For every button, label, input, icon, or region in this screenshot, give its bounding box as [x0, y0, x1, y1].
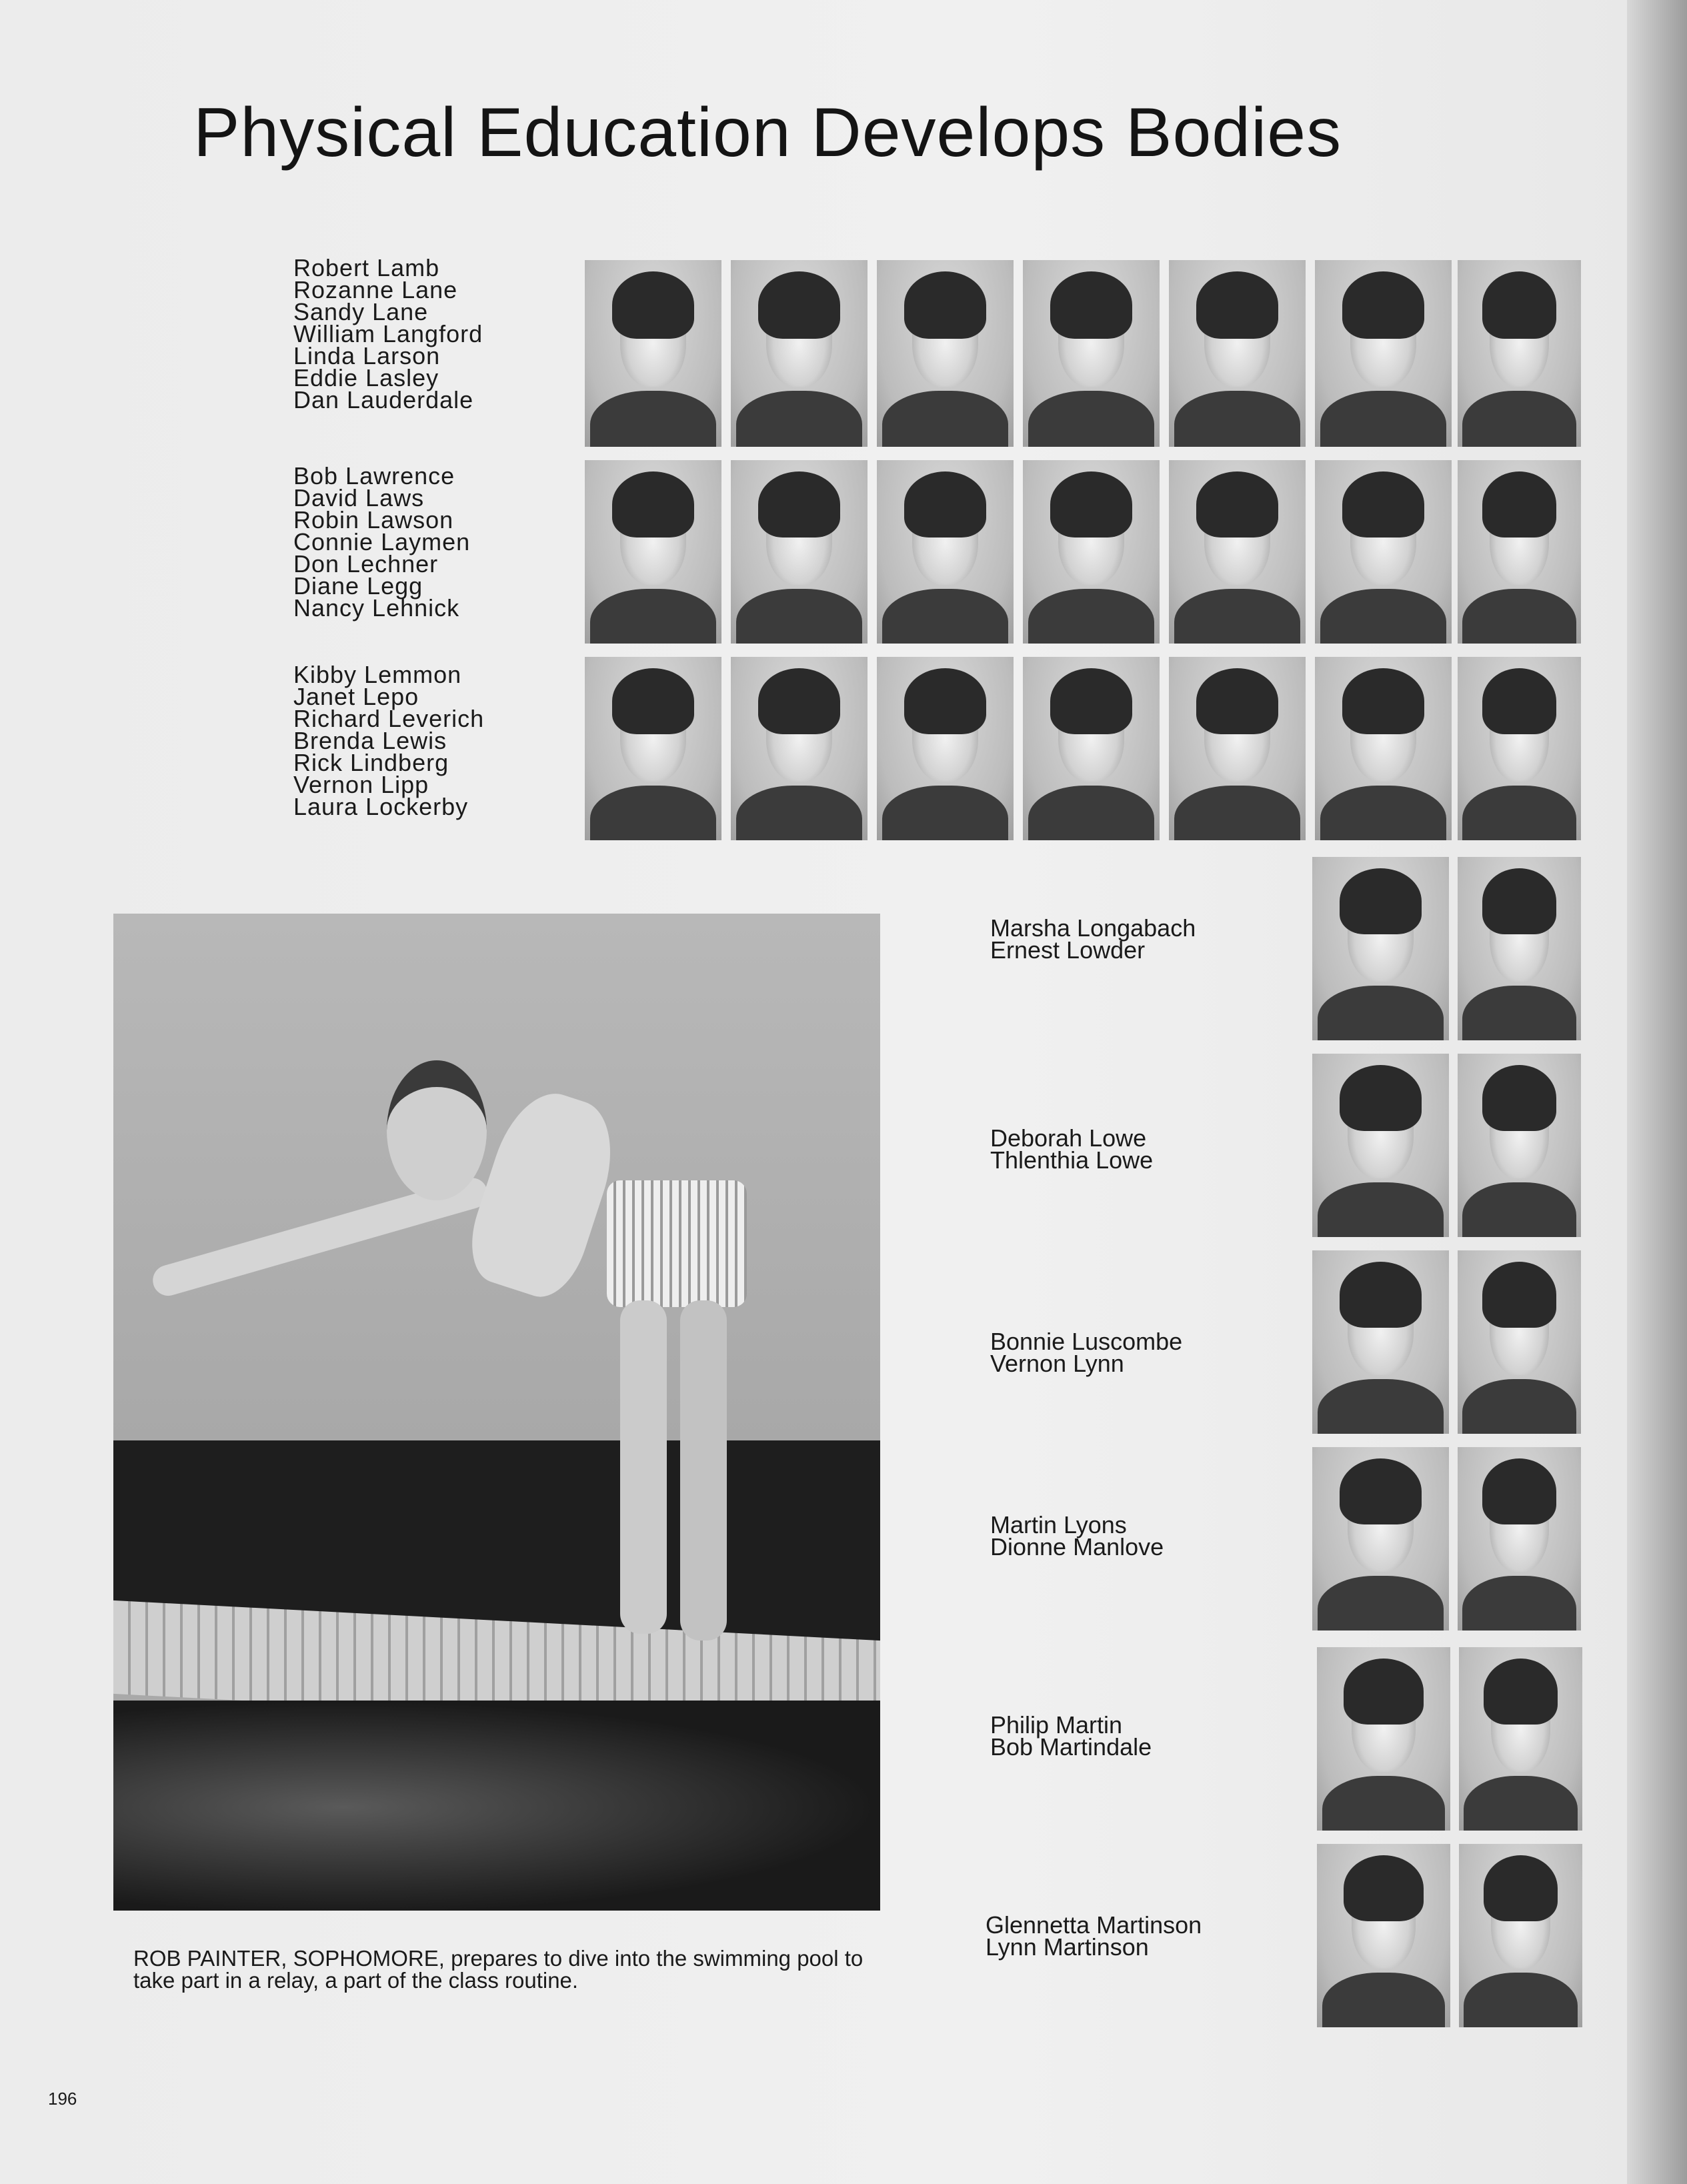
student-portrait — [1458, 657, 1581, 840]
student-name: Ernest Lowder — [990, 936, 1146, 964]
swimmer-diving-photo — [113, 914, 880, 1911]
student-name: Linda Larson — [293, 342, 441, 369]
name-list-pair-5 — [990, 1711, 1152, 1761]
student-name: Rick Lindberg — [293, 749, 449, 776]
student-portrait — [877, 260, 1014, 447]
student-name: Thlenthia Lowe — [990, 1146, 1154, 1174]
student-portrait — [1458, 1250, 1581, 1434]
name-list-row-1 — [293, 254, 483, 413]
student-name: Marsha Longabach — [990, 914, 1196, 942]
name-list-pair-6 — [986, 1911, 1202, 1961]
page-number: 196 — [48, 2089, 77, 2109]
student-name: Brenda Lewis — [293, 727, 447, 754]
student-name: Kibby Lemmon — [293, 661, 462, 688]
student-portrait — [1315, 260, 1452, 447]
student-name: Glennetta Martinson — [986, 1911, 1202, 1939]
student-portrait — [1023, 657, 1160, 840]
student-portrait — [1023, 260, 1160, 447]
student-portrait — [1312, 857, 1449, 1040]
student-name: Laura Lockerby — [293, 793, 469, 820]
student-name: Diane Legg — [293, 572, 423, 600]
student-name: William Langford — [293, 320, 483, 347]
page-title: Physical Education Develops Bodies — [193, 94, 1342, 171]
student-name: Eddie Lasley — [293, 364, 439, 391]
student-portrait — [1315, 460, 1452, 644]
student-name: Nancy Lehnick — [293, 594, 460, 622]
student-portrait — [1023, 460, 1160, 644]
name-list-row-2 — [293, 462, 471, 622]
student-name: Bonnie Luscombe — [990, 1328, 1183, 1355]
student-name: Connie Laymen — [293, 528, 471, 556]
photo-caption: ROB PAINTER, SOPHOMORE, prepares to dive into the swimming pool to take part in a relay, a part of the class routine. — [133, 1946, 864, 1993]
student-portrait — [1458, 460, 1581, 644]
student-name: Robert Lamb — [293, 254, 440, 281]
student-name: Martin Lyons — [990, 1511, 1127, 1538]
student-portrait — [1458, 857, 1581, 1040]
student-portrait — [1312, 1447, 1449, 1630]
student-name: Bob Lawrence — [293, 462, 455, 489]
student-portrait — [1315, 657, 1452, 840]
student-portrait — [1317, 1844, 1450, 2027]
name-list-pair-3 — [990, 1328, 1183, 1377]
student-name: Richard Leverich — [293, 705, 485, 732]
student-name: David Laws — [293, 484, 425, 511]
student-portrait — [731, 260, 868, 447]
student-name: Lynn Martinson — [986, 1933, 1149, 1961]
name-list-pair-2 — [990, 1124, 1154, 1174]
page-binding-edge — [1627, 0, 1687, 2184]
name-list-row-3 — [293, 661, 485, 820]
student-portrait — [1459, 1844, 1582, 2027]
student-name: Dionne Manlove — [990, 1533, 1164, 1560]
student-portrait — [1169, 260, 1306, 447]
student-name: Deborah Lowe — [990, 1124, 1147, 1152]
student-portrait — [1317, 1647, 1450, 1831]
student-name: Don Lechner — [293, 550, 439, 578]
student-portrait — [731, 657, 868, 840]
student-portrait — [1312, 1054, 1449, 1237]
student-portrait — [1169, 657, 1306, 840]
student-name: Bob Martindale — [990, 1733, 1152, 1761]
student-portrait — [585, 460, 721, 644]
student-name: Dan Lauderdale — [293, 386, 474, 413]
name-list-pair-1 — [990, 914, 1196, 964]
student-portrait — [1458, 1054, 1581, 1237]
student-name: Philip Martin — [990, 1711, 1123, 1739]
student-portrait — [1169, 460, 1306, 644]
name-list-pair-4 — [990, 1511, 1164, 1560]
student-portrait — [1458, 1447, 1581, 1630]
student-portrait — [585, 260, 721, 447]
student-portrait — [1459, 1647, 1582, 1831]
student-portrait — [585, 657, 721, 840]
student-name: Janet Lepo — [293, 683, 419, 710]
student-name: Rozanne Lane — [293, 276, 458, 303]
student-name: Sandy Lane — [293, 298, 429, 325]
student-name: Robin Lawson — [293, 506, 454, 533]
student-portrait — [731, 460, 868, 644]
student-name: Vernon Lynn — [990, 1350, 1124, 1377]
student-portrait — [877, 460, 1014, 644]
student-portrait — [877, 657, 1014, 840]
student-portrait — [1458, 260, 1581, 447]
student-portrait — [1312, 1250, 1449, 1434]
student-name: Vernon Lipp — [293, 771, 429, 798]
